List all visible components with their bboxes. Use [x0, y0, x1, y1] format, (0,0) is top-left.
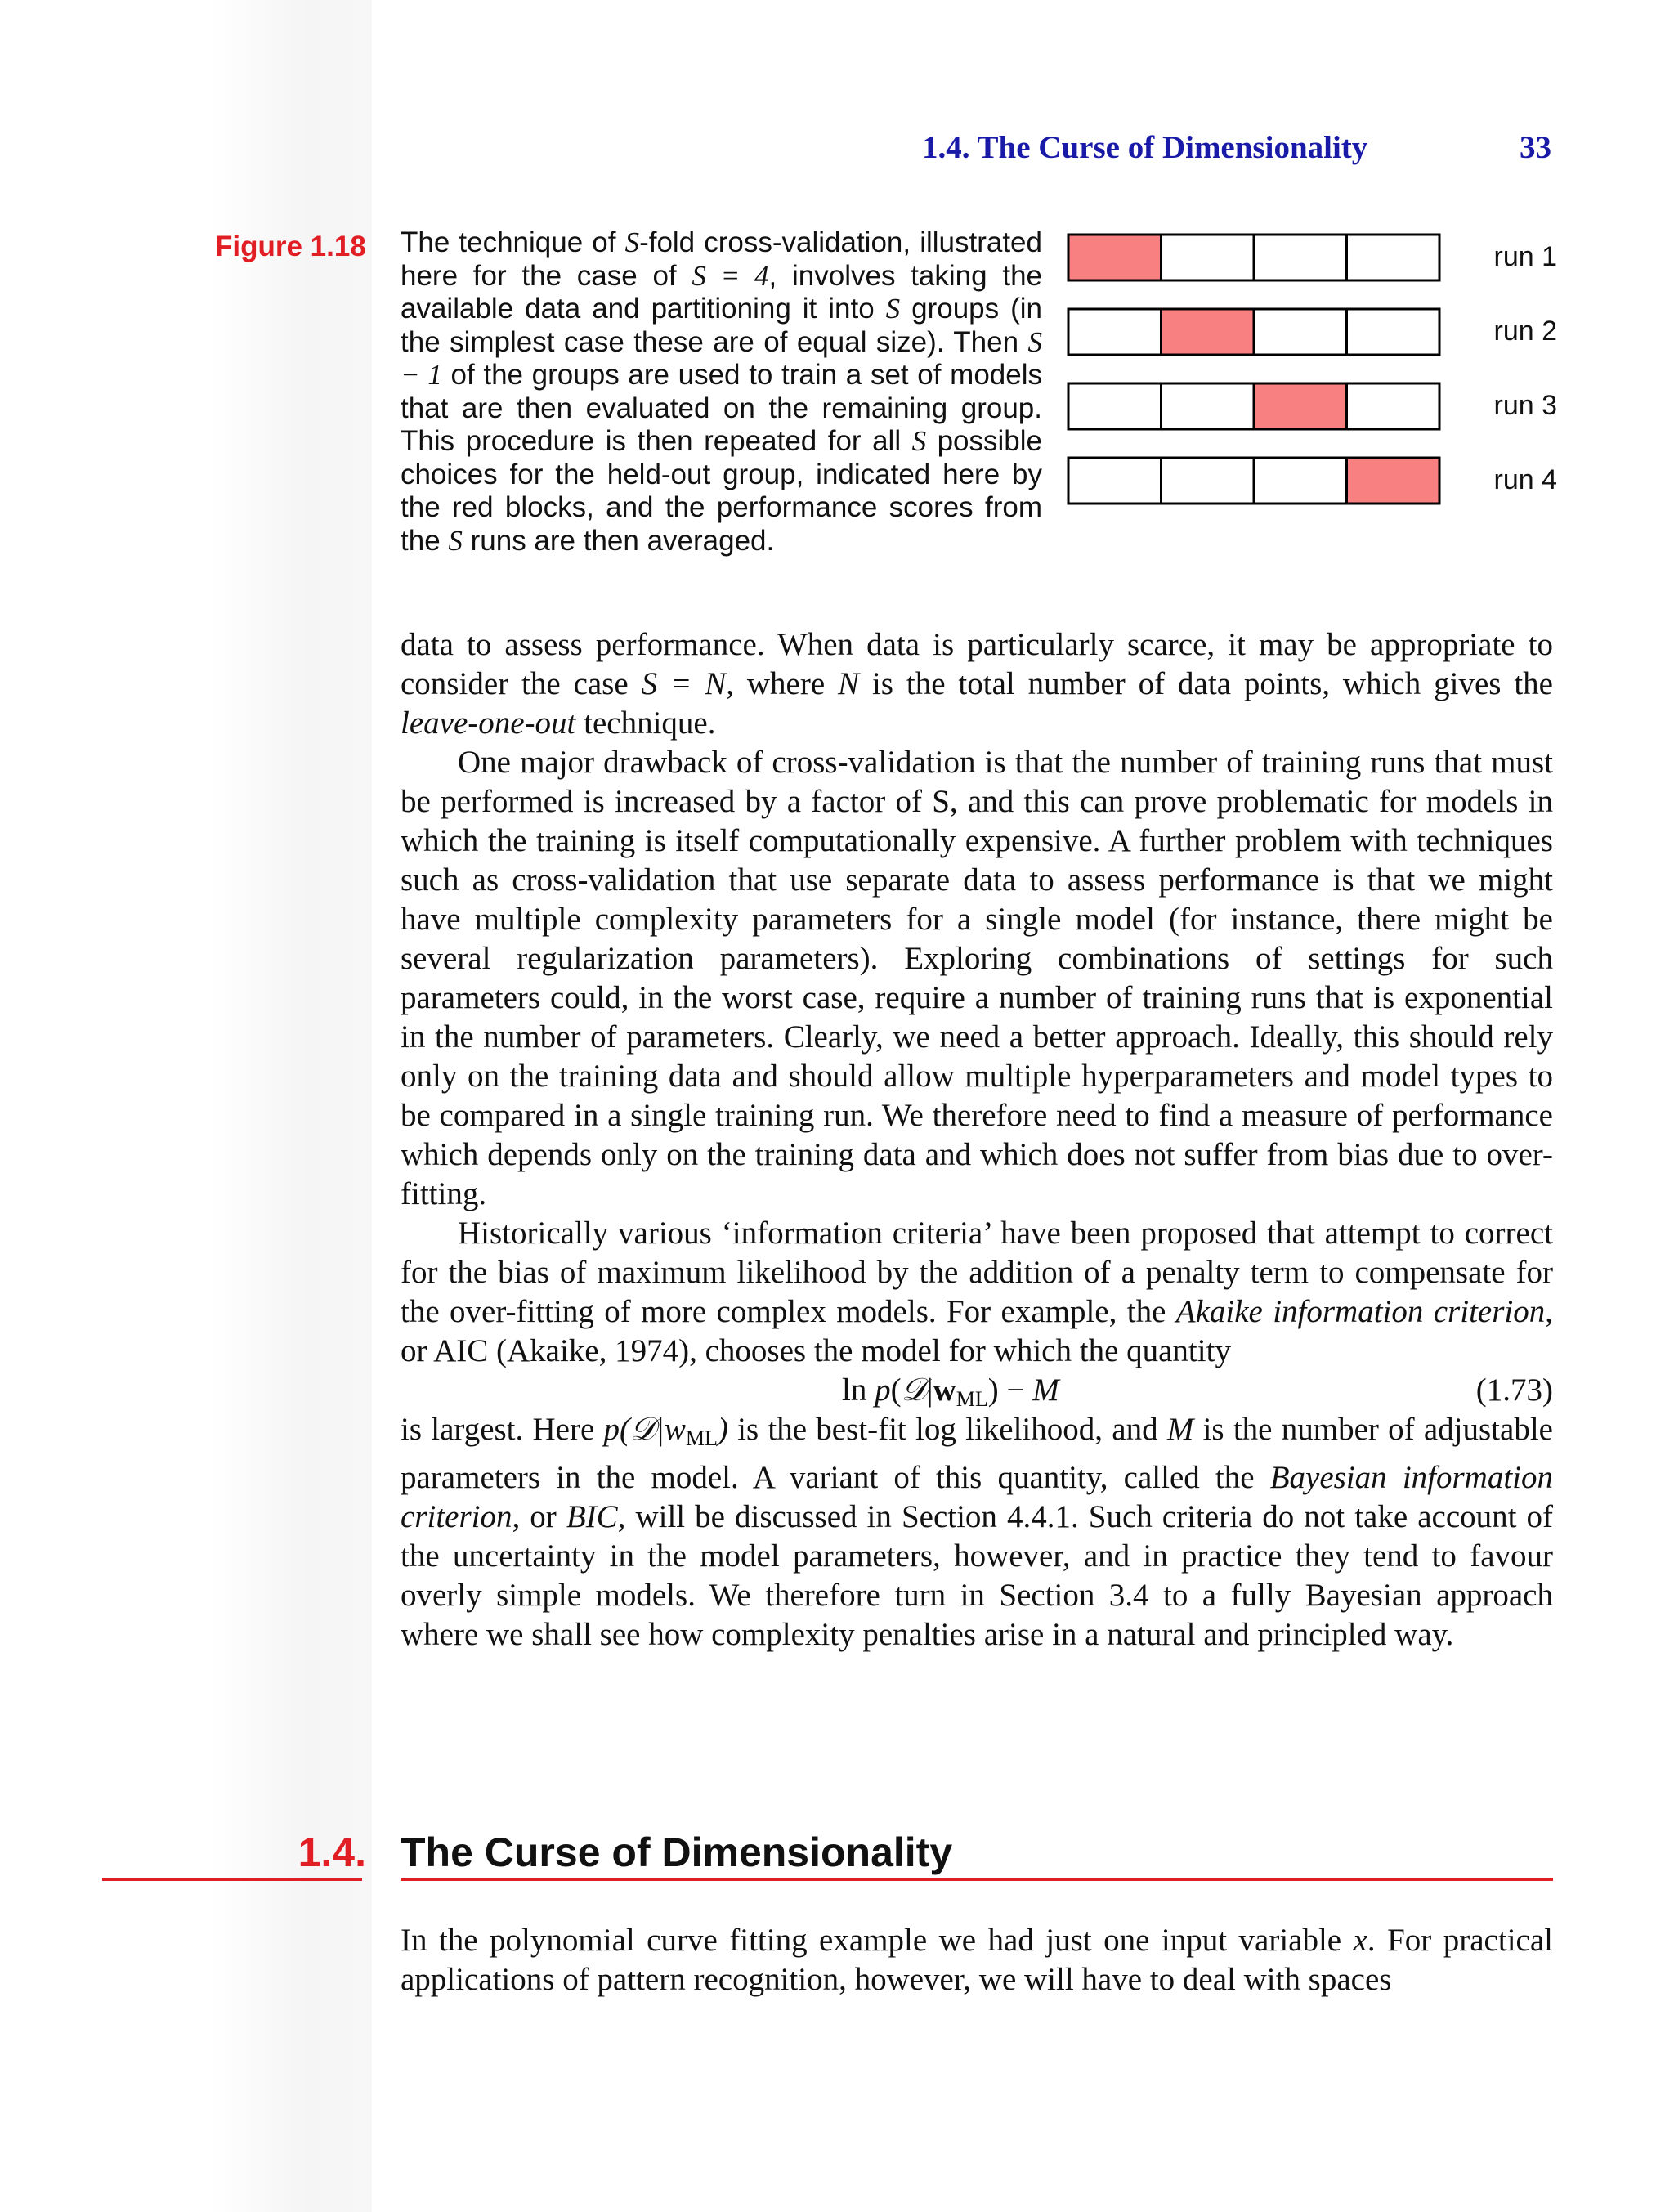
cv-run-row — [1068, 383, 1557, 429]
term-bic-full: Bayesian information criterion — [401, 1460, 1554, 1534]
equation-body: $\ln p(𝒟|w_{ML}) - M$ — [842, 1372, 1059, 1411]
run-label: run 1 — [1493, 241, 1557, 272]
page-number: 33 — [1520, 130, 1551, 165]
cv-run-row — [1068, 458, 1557, 504]
training-block — [1068, 383, 1162, 429]
training-block — [1254, 458, 1347, 504]
run-label: run 3 — [1493, 390, 1557, 421]
figure-caption: The technique of S-fold cross-validation, illustrated here for the case of S = 4, involves taking the available data and partitioning it into S groups (in the simplest case these are of equal size). Then S − 1 of the groups are used to train a set of models that are then evaluated on the remaining group. This procedure is then repeated for all S possible choices for the held-out group, indicated here by the red blocks, and the performance scores from the S runs are then averaged. — [401, 226, 1042, 557]
figure-label: Figure 1.18 — [215, 231, 366, 262]
cv-run-row — [1068, 309, 1557, 355]
training-block — [1347, 235, 1440, 280]
held-out-block — [1162, 309, 1255, 355]
cross-validation-diagram — [1067, 233, 1557, 511]
training-block — [1162, 458, 1255, 504]
paragraph-1: data to assess performance. When data is particularly scarce, it may be appropriate to consider the case S = N, where N is the total number of data points, which gives the leave-one-out technique. — [401, 627, 1553, 741]
section-body — [401, 1921, 1553, 1999]
term-aic: Akaike information criterion — [1175, 1294, 1546, 1329]
training-block — [1347, 383, 1440, 429]
term-bic: BIC — [566, 1499, 618, 1534]
training-block — [1254, 309, 1347, 355]
paragraph-4: is largest. Here $p(𝒟|w_{ML})$ is the best-fit log likelihood, and M is the number of adjustable parameters in the model. A variant of this quantity, called the Bayesian information criterion, or BIC, will be discussed in Section 4.4.1. Such criteria do not take account of the uncertainty in the model parameters, however, and in practice they tend to favour overly simple models. We therefore turn in Section 3.4 to a fully Bayesian approach where we shall see how complexity penalties arise in a natural and principled way. — [401, 1412, 1554, 1652]
training-block — [1068, 458, 1162, 504]
section-paragraph-1: In the polynomial curve fitting example we had just one input variable x. For practical applications of pattern recognition, however, we will have to deal with spaces — [401, 1923, 1553, 1997]
equation-1-73 — [401, 1371, 1553, 1410]
body-text — [401, 625, 1553, 1655]
training-block — [1347, 309, 1440, 355]
paragraph-2: One major drawback of cross-validation is that the number of training runs that must be performed is increased by a factor of S, and this can prove problematic for models in which the training is itself computationally expensive. A further problem with techniques such as cross-validation that use separate data to assess performance is that we might have multiple complexity parameters for a single model (for instance, there might be several regularization parameters). Exploring combinations of settings for such parameters could, in the worst case, require a number of training runs that is exponential in the number of parameters. Clearly, we need a better approach. Ideally, this should rely only on the training data and should allow multiple hyperparameters and model types to be compared in a single training run. We therefore need to find a measure of performance which depends only on the training data and which does not suffer from bias due to over-fitting. — [401, 745, 1553, 1211]
held-out-block — [1254, 383, 1347, 429]
running-header-title: 1.4. The Curse of Dimensionality — [922, 130, 1368, 165]
paragraph-3: Historically various ‘information criteria’ have been proposed that attempt to correct for the bias of maximum likelihood by the addition of a penalty term to compensate for the over-fitting of more complex models. For example, the Akaike information criterion, or AIC (Akaike, 1974), chooses the model for which the quantity — [401, 1216, 1553, 1368]
section-number: 1.4. — [298, 1829, 366, 1875]
held-out-block — [1347, 458, 1440, 504]
section-rule-left — [102, 1878, 362, 1881]
training-block — [1162, 383, 1255, 429]
section-rule-right — [401, 1878, 1553, 1881]
run-label: run 2 — [1493, 316, 1557, 347]
equation-number: (1.73) — [1475, 1372, 1553, 1408]
held-out-block — [1068, 235, 1162, 280]
training-block — [1254, 235, 1347, 280]
training-block — [1162, 235, 1255, 280]
run-label: run 4 — [1493, 464, 1557, 495]
term-leave-one-out: leave-one-out — [401, 705, 576, 741]
cv-run-row — [1068, 235, 1557, 280]
training-block — [1068, 309, 1162, 355]
section-title: The Curse of Dimensionality — [401, 1829, 953, 1875]
